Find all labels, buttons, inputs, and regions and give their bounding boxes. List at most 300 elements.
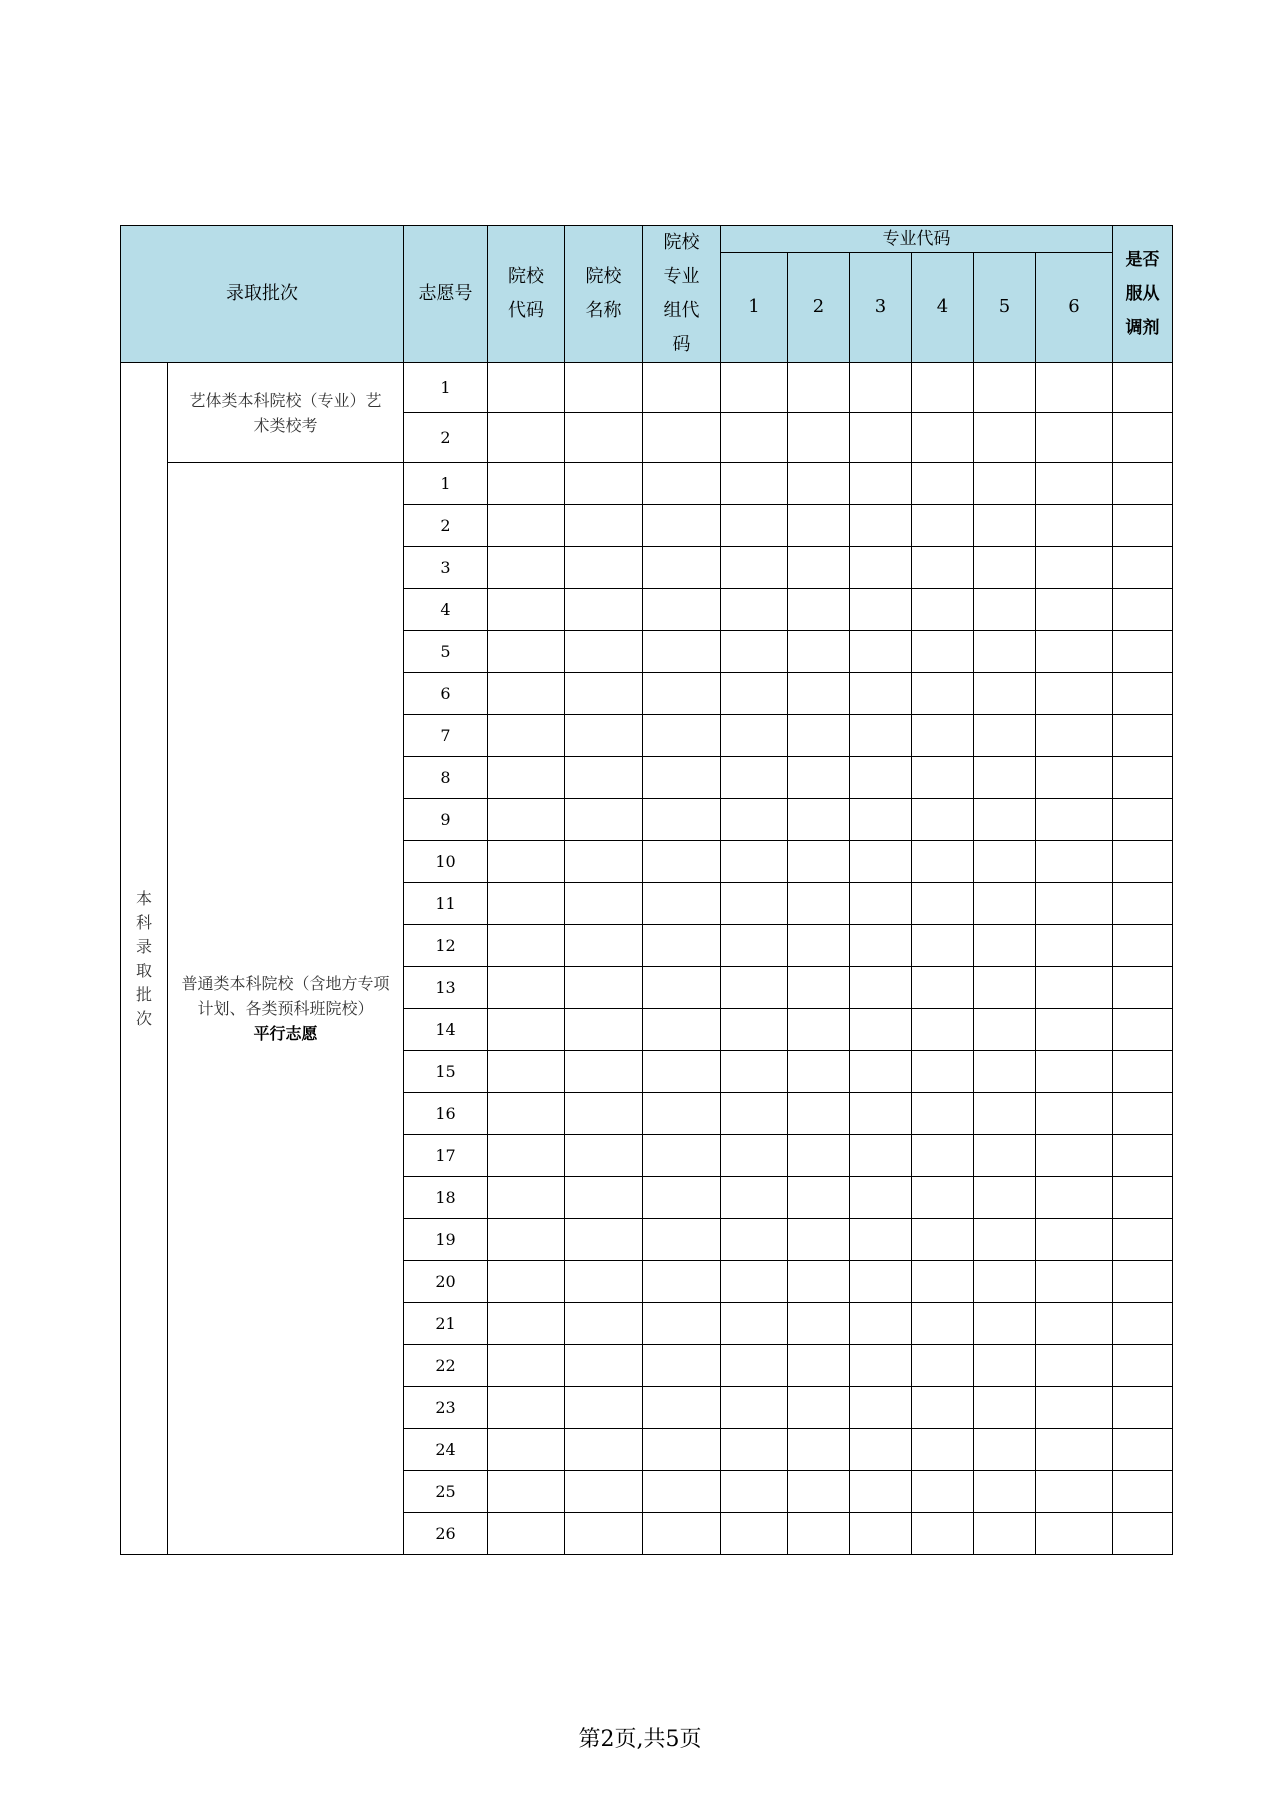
entry-cell[interactable]	[850, 757, 912, 799]
entry-cell[interactable]	[565, 967, 643, 1009]
entry-cell[interactable]	[488, 463, 565, 505]
entry-cell[interactable]	[721, 631, 788, 673]
entry-cell[interactable]	[1036, 1429, 1113, 1471]
entry-cell[interactable]	[488, 1051, 565, 1093]
entry-cell[interactable]	[1036, 1303, 1113, 1345]
entry-cell[interactable]	[850, 631, 912, 673]
entry-cell[interactable]	[974, 1051, 1036, 1093]
entry-cell[interactable]	[1036, 715, 1113, 757]
entry-cell[interactable]	[850, 799, 912, 841]
entry-cell[interactable]	[643, 1093, 721, 1135]
entry-cell[interactable]	[721, 967, 788, 1009]
entry-cell[interactable]	[488, 883, 565, 925]
entry-cell[interactable]	[974, 363, 1036, 413]
entry-cell[interactable]	[1113, 589, 1173, 631]
entry-cell[interactable]	[974, 547, 1036, 589]
entry-cell[interactable]	[488, 841, 565, 883]
entry-cell[interactable]	[850, 1009, 912, 1051]
entry-cell[interactable]	[912, 1387, 974, 1429]
entry-cell[interactable]	[788, 883, 850, 925]
entry-cell[interactable]	[788, 1051, 850, 1093]
entry-cell[interactable]	[721, 1177, 788, 1219]
entry-cell[interactable]	[1036, 505, 1113, 547]
entry-cell[interactable]	[912, 1261, 974, 1303]
entry-cell[interactable]	[788, 967, 850, 1009]
entry-cell[interactable]	[565, 1009, 643, 1051]
entry-cell[interactable]	[1036, 589, 1113, 631]
entry-cell[interactable]	[721, 547, 788, 589]
entry-cell[interactable]	[1113, 1471, 1173, 1513]
entry-cell[interactable]	[643, 1009, 721, 1051]
entry-cell[interactable]	[1113, 1219, 1173, 1261]
entry-cell[interactable]	[912, 1471, 974, 1513]
entry-cell[interactable]	[565, 757, 643, 799]
entry-cell[interactable]	[1036, 1135, 1113, 1177]
entry-cell[interactable]	[565, 841, 643, 883]
entry-cell[interactable]	[912, 1513, 974, 1555]
entry-cell[interactable]	[565, 1471, 643, 1513]
entry-cell[interactable]	[1036, 883, 1113, 925]
entry-cell[interactable]	[974, 589, 1036, 631]
entry-cell[interactable]	[643, 799, 721, 841]
entry-cell[interactable]	[488, 1093, 565, 1135]
entry-cell[interactable]	[488, 1219, 565, 1261]
entry-cell[interactable]	[1036, 1345, 1113, 1387]
entry-cell[interactable]	[850, 1219, 912, 1261]
entry-cell[interactable]	[788, 1093, 850, 1135]
entry-cell[interactable]	[850, 463, 912, 505]
entry-cell[interactable]	[850, 363, 912, 413]
entry-cell[interactable]	[488, 1429, 565, 1471]
entry-cell[interactable]	[788, 1009, 850, 1051]
entry-cell[interactable]	[850, 673, 912, 715]
entry-cell[interactable]	[488, 589, 565, 631]
entry-cell[interactable]	[721, 1471, 788, 1513]
entry-cell[interactable]	[721, 1261, 788, 1303]
entry-cell[interactable]	[565, 673, 643, 715]
entry-cell[interactable]	[1036, 1093, 1113, 1135]
entry-cell[interactable]	[850, 547, 912, 589]
entry-cell[interactable]	[721, 715, 788, 757]
entry-cell[interactable]	[488, 799, 565, 841]
entry-cell[interactable]	[974, 413, 1036, 463]
entry-cell[interactable]	[912, 505, 974, 547]
entry-cell[interactable]	[643, 1219, 721, 1261]
entry-cell[interactable]	[1036, 1261, 1113, 1303]
entry-cell[interactable]	[788, 413, 850, 463]
entry-cell[interactable]	[850, 1345, 912, 1387]
choice-number: 21	[404, 1303, 488, 1345]
entry-cell[interactable]	[721, 463, 788, 505]
entry-cell[interactable]	[788, 715, 850, 757]
entry-cell[interactable]	[974, 463, 1036, 505]
choice-number: 16	[404, 1093, 488, 1135]
entry-cell[interactable]	[912, 673, 974, 715]
entry-cell[interactable]	[850, 413, 912, 463]
adjust-header	[1113, 226, 1173, 363]
entry-cell[interactable]	[721, 1009, 788, 1051]
entry-cell[interactable]	[912, 1429, 974, 1471]
choice-number: 13	[404, 967, 488, 1009]
entry-cell[interactable]	[974, 1387, 1036, 1429]
entry-cell[interactable]	[1113, 883, 1173, 925]
entry-cell[interactable]	[643, 1261, 721, 1303]
entry-cell[interactable]	[1036, 967, 1113, 1009]
entry-cell[interactable]	[643, 673, 721, 715]
entry-cell[interactable]	[788, 1471, 850, 1513]
entry-cell[interactable]	[1113, 1513, 1173, 1555]
entry-cell[interactable]	[974, 1429, 1036, 1471]
entry-cell[interactable]	[721, 757, 788, 799]
entry-cell[interactable]	[788, 1513, 850, 1555]
entry-cell[interactable]	[788, 1429, 850, 1471]
entry-cell[interactable]	[488, 1303, 565, 1345]
choice-number: 17	[404, 1135, 488, 1177]
entry-cell[interactable]	[488, 1177, 565, 1219]
entry-cell[interactable]	[643, 883, 721, 925]
entry-cell[interactable]	[1036, 799, 1113, 841]
entry-cell[interactable]	[643, 505, 721, 547]
entry-cell[interactable]	[788, 1387, 850, 1429]
entry-cell[interactable]	[488, 757, 565, 799]
entry-cell[interactable]	[1113, 967, 1173, 1009]
entry-cell[interactable]	[912, 967, 974, 1009]
entry-cell[interactable]	[721, 1429, 788, 1471]
entry-cell[interactable]	[912, 1345, 974, 1387]
entry-cell[interactable]	[565, 547, 643, 589]
choice-number: 10	[404, 841, 488, 883]
entry-cell[interactable]	[565, 505, 643, 547]
entry-cell[interactable]	[721, 1387, 788, 1429]
entry-cell[interactable]	[850, 1387, 912, 1429]
entry-cell[interactable]	[912, 883, 974, 925]
entry-cell[interactable]	[643, 1177, 721, 1219]
entry-cell[interactable]	[565, 589, 643, 631]
entry-cell[interactable]	[488, 1345, 565, 1387]
entry-cell[interactable]	[1113, 925, 1173, 967]
entry-cell[interactable]	[1113, 715, 1173, 757]
entry-cell[interactable]	[974, 757, 1036, 799]
entry-cell[interactable]	[721, 673, 788, 715]
choice-number: 15	[404, 1051, 488, 1093]
entry-cell[interactable]	[565, 799, 643, 841]
entry-cell[interactable]	[643, 363, 721, 413]
entry-cell[interactable]	[1113, 363, 1173, 413]
entry-cell[interactable]	[721, 925, 788, 967]
entry-cell[interactable]	[565, 715, 643, 757]
choice-number: 2	[404, 413, 488, 463]
entry-cell[interactable]	[643, 547, 721, 589]
entry-cell[interactable]	[488, 363, 565, 413]
entry-cell[interactable]	[1036, 363, 1113, 413]
entry-cell[interactable]	[721, 505, 788, 547]
entry-cell[interactable]	[974, 1135, 1036, 1177]
entry-cell[interactable]	[974, 1471, 1036, 1513]
entry-cell[interactable]	[912, 1135, 974, 1177]
entry-cell[interactable]	[912, 799, 974, 841]
entry-cell[interactable]	[643, 1429, 721, 1471]
entry-cell[interactable]	[643, 589, 721, 631]
entry-cell[interactable]	[488, 505, 565, 547]
entry-cell[interactable]	[1113, 413, 1173, 463]
entry-cell[interactable]	[565, 1513, 643, 1555]
entry-cell[interactable]	[565, 1387, 643, 1429]
entry-cell[interactable]	[912, 463, 974, 505]
entry-cell[interactable]	[1036, 1387, 1113, 1429]
entry-cell[interactable]	[974, 841, 1036, 883]
entry-cell[interactable]	[721, 363, 788, 413]
entry-cell[interactable]	[912, 1303, 974, 1345]
entry-cell[interactable]	[850, 841, 912, 883]
entry-cell[interactable]	[912, 547, 974, 589]
entry-cell[interactable]	[721, 1093, 788, 1135]
entry-cell[interactable]	[788, 631, 850, 673]
entry-cell[interactable]	[1113, 1303, 1173, 1345]
entry-cell[interactable]	[643, 1387, 721, 1429]
entry-cell[interactable]	[1113, 1429, 1173, 1471]
entry-cell[interactable]	[643, 1513, 721, 1555]
entry-cell[interactable]	[1113, 1261, 1173, 1303]
entry-cell[interactable]	[788, 1219, 850, 1261]
entry-cell[interactable]	[912, 925, 974, 967]
choice-number: 1	[404, 363, 488, 413]
entry-cell[interactable]	[1113, 757, 1173, 799]
entry-cell[interactable]	[1036, 631, 1113, 673]
entry-cell[interactable]	[1113, 1177, 1173, 1219]
entry-cell[interactable]	[643, 967, 721, 1009]
entry-cell[interactable]	[1113, 1135, 1173, 1177]
entry-cell[interactable]	[912, 413, 974, 463]
entry-cell[interactable]	[1113, 547, 1173, 589]
entry-cell[interactable]	[974, 1345, 1036, 1387]
entry-cell[interactable]	[974, 925, 1036, 967]
entry-cell[interactable]	[912, 1177, 974, 1219]
entry-cell[interactable]	[912, 589, 974, 631]
entry-cell[interactable]	[1113, 631, 1173, 673]
entry-cell[interactable]	[974, 1177, 1036, 1219]
entry-cell[interactable]	[912, 715, 974, 757]
entry-cell[interactable]	[850, 1513, 912, 1555]
entry-cell[interactable]	[788, 589, 850, 631]
entry-cell[interactable]	[643, 1135, 721, 1177]
entry-cell[interactable]	[974, 505, 1036, 547]
entry-cell[interactable]	[974, 715, 1036, 757]
entry-cell[interactable]	[643, 925, 721, 967]
entry-cell[interactable]	[643, 413, 721, 463]
entry-cell[interactable]	[974, 673, 1036, 715]
main-batch-label: 本科录取批次	[135, 888, 152, 1028]
entry-cell[interactable]	[565, 883, 643, 925]
entry-cell[interactable]	[721, 413, 788, 463]
entry-cell[interactable]	[565, 925, 643, 967]
entry-cell[interactable]	[788, 841, 850, 883]
entry-cell[interactable]	[1113, 505, 1173, 547]
entry-cell[interactable]	[974, 967, 1036, 1009]
entry-cell[interactable]	[1113, 463, 1173, 505]
entry-cell[interactable]	[1036, 673, 1113, 715]
entry-cell[interactable]	[974, 631, 1036, 673]
entry-cell[interactable]	[565, 631, 643, 673]
entry-cell[interactable]	[565, 1177, 643, 1219]
entry-cell[interactable]	[488, 715, 565, 757]
entry-cell[interactable]	[788, 1135, 850, 1177]
entry-cell[interactable]	[850, 1135, 912, 1177]
entry-cell[interactable]	[850, 715, 912, 757]
entry-cell[interactable]	[721, 589, 788, 631]
entry-cell[interactable]	[565, 1051, 643, 1093]
entry-cell[interactable]	[488, 925, 565, 967]
entry-cell[interactable]	[488, 1009, 565, 1051]
entry-cell[interactable]	[565, 1261, 643, 1303]
entry-cell[interactable]	[643, 757, 721, 799]
entry-cell[interactable]	[912, 1009, 974, 1051]
entry-cell[interactable]	[850, 1093, 912, 1135]
entry-cell[interactable]	[974, 1303, 1036, 1345]
entry-cell[interactable]	[488, 967, 565, 1009]
entry-cell[interactable]	[565, 1303, 643, 1345]
entry-cell[interactable]	[721, 1345, 788, 1387]
entry-cell[interactable]	[1036, 757, 1113, 799]
application-form-table	[120, 225, 1173, 1555]
entry-cell[interactable]	[974, 1009, 1036, 1051]
entry-cell[interactable]	[1036, 925, 1113, 967]
entry-cell[interactable]	[1036, 547, 1113, 589]
entry-cell[interactable]	[850, 1303, 912, 1345]
entry-cell[interactable]	[643, 1051, 721, 1093]
entry-cell[interactable]	[850, 1177, 912, 1219]
entry-cell[interactable]	[643, 715, 721, 757]
entry-cell[interactable]	[788, 673, 850, 715]
entry-cell[interactable]	[1036, 1177, 1113, 1219]
entry-cell[interactable]	[1036, 1219, 1113, 1261]
entry-cell[interactable]	[565, 1135, 643, 1177]
entry-cell[interactable]	[721, 799, 788, 841]
entry-cell[interactable]	[565, 1345, 643, 1387]
entry-cell[interactable]	[912, 363, 974, 413]
entry-cell[interactable]	[974, 1513, 1036, 1555]
entry-cell[interactable]	[488, 1261, 565, 1303]
entry-cell[interactable]	[721, 1135, 788, 1177]
entry-cell[interactable]	[974, 883, 1036, 925]
entry-cell[interactable]	[565, 363, 643, 413]
entry-cell[interactable]	[643, 1471, 721, 1513]
entry-cell[interactable]	[721, 841, 788, 883]
entry-cell[interactable]	[721, 1219, 788, 1261]
entry-cell[interactable]	[850, 1261, 912, 1303]
entry-cell[interactable]	[788, 363, 850, 413]
entry-cell[interactable]	[488, 547, 565, 589]
table-body	[121, 363, 1173, 1555]
entry-cell[interactable]	[850, 967, 912, 1009]
entry-cell[interactable]	[643, 1303, 721, 1345]
entry-cell[interactable]	[788, 1303, 850, 1345]
entry-cell[interactable]	[912, 841, 974, 883]
entry-cell[interactable]	[912, 757, 974, 799]
entry-cell[interactable]	[721, 1513, 788, 1555]
entry-cell[interactable]	[850, 925, 912, 967]
entry-cell[interactable]	[974, 799, 1036, 841]
choice-number: 5	[404, 631, 488, 673]
entry-cell[interactable]	[1113, 1009, 1173, 1051]
entry-cell[interactable]	[488, 413, 565, 463]
entry-cell[interactable]	[788, 463, 850, 505]
entry-cell[interactable]	[643, 1345, 721, 1387]
entry-cell[interactable]	[565, 463, 643, 505]
entry-cell[interactable]	[565, 1219, 643, 1261]
choice-number: 11	[404, 883, 488, 925]
entry-cell[interactable]	[1036, 1513, 1113, 1555]
group-code-header-text: 院校 专业 组代 码	[663, 232, 700, 355]
entry-cell[interactable]	[721, 883, 788, 925]
entry-cell[interactable]	[1113, 1093, 1173, 1135]
entry-cell[interactable]	[643, 463, 721, 505]
entry-cell[interactable]	[1113, 1051, 1173, 1093]
entry-cell[interactable]	[912, 1219, 974, 1261]
entry-cell[interactable]	[912, 1093, 974, 1135]
entry-cell[interactable]	[643, 631, 721, 673]
entry-cell[interactable]	[850, 1051, 912, 1093]
choice-number: 14	[404, 1009, 488, 1051]
entry-cell[interactable]	[1036, 1471, 1113, 1513]
entry-cell[interactable]	[488, 1471, 565, 1513]
entry-cell[interactable]	[488, 1135, 565, 1177]
entry-cell[interactable]	[788, 1345, 850, 1387]
entry-cell[interactable]	[788, 757, 850, 799]
entry-cell[interactable]	[974, 1219, 1036, 1261]
choice-number: 23	[404, 1387, 488, 1429]
entry-cell[interactable]	[1036, 1051, 1113, 1093]
entry-cell[interactable]	[488, 631, 565, 673]
entry-cell[interactable]	[1036, 413, 1113, 463]
entry-cell[interactable]	[788, 1261, 850, 1303]
entry-cell[interactable]	[912, 1051, 974, 1093]
entry-cell[interactable]	[1113, 1345, 1173, 1387]
entry-cell[interactable]	[788, 547, 850, 589]
entry-cell[interactable]	[488, 1387, 565, 1429]
entry-cell[interactable]	[788, 799, 850, 841]
entry-cell[interactable]	[1036, 1009, 1113, 1051]
choice-number: 4	[404, 589, 488, 631]
choice-number: 8	[404, 757, 488, 799]
entry-cell[interactable]	[850, 589, 912, 631]
entry-cell[interactable]	[788, 505, 850, 547]
entry-cell[interactable]	[788, 925, 850, 967]
entry-cell[interactable]	[565, 1429, 643, 1471]
entry-cell[interactable]	[721, 1051, 788, 1093]
entry-cell[interactable]	[974, 1093, 1036, 1135]
entry-cell[interactable]	[850, 1471, 912, 1513]
entry-cell[interactable]	[721, 1303, 788, 1345]
entry-cell[interactable]	[850, 1429, 912, 1471]
entry-cell[interactable]	[1113, 841, 1173, 883]
entry-cell[interactable]	[488, 1513, 565, 1555]
entry-cell[interactable]	[643, 841, 721, 883]
entry-cell[interactable]	[850, 883, 912, 925]
entry-cell[interactable]	[565, 1093, 643, 1135]
entry-cell[interactable]	[1036, 463, 1113, 505]
entry-cell[interactable]	[974, 1261, 1036, 1303]
entry-cell[interactable]	[488, 673, 565, 715]
entry-cell[interactable]	[565, 413, 643, 463]
major-code-col-header: 2	[788, 252, 850, 362]
entry-cell[interactable]	[1113, 799, 1173, 841]
entry-cell[interactable]	[788, 1177, 850, 1219]
entry-cell[interactable]	[850, 505, 912, 547]
entry-cell[interactable]	[1113, 673, 1173, 715]
entry-cell[interactable]	[912, 631, 974, 673]
entry-cell[interactable]	[1036, 841, 1113, 883]
entry-cell[interactable]	[1113, 1387, 1173, 1429]
